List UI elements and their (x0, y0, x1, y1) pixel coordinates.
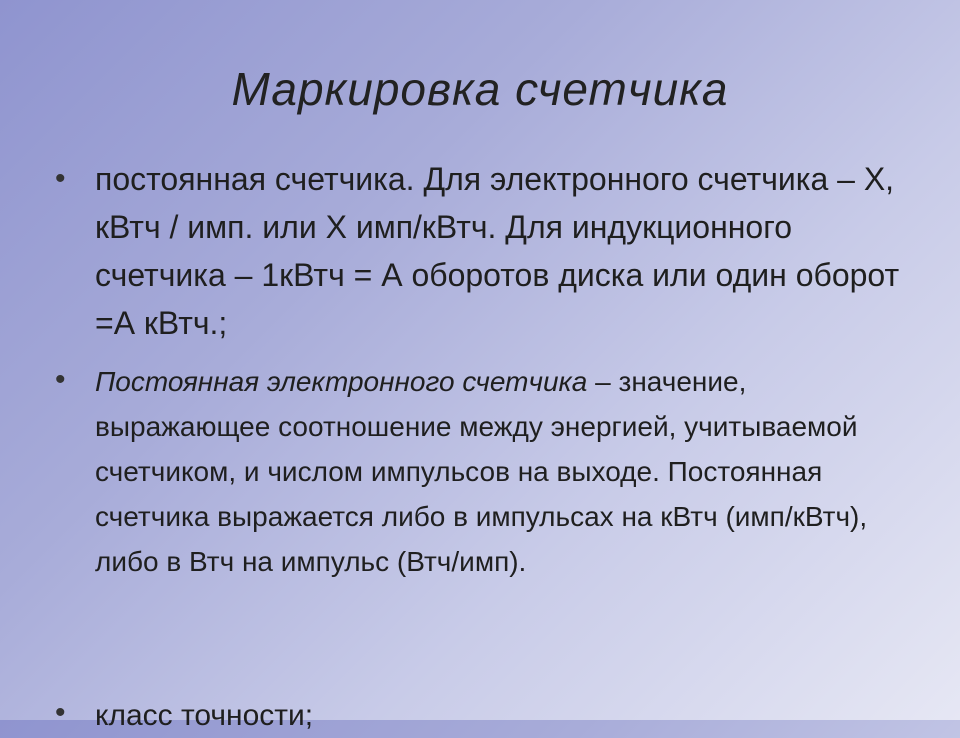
bullet-item-2 (55, 359, 905, 584)
bullet-dot-icon: • (55, 363, 66, 396)
bullet-list (55, 155, 905, 732)
slide-title: Маркировка счетчика (231, 63, 729, 115)
bullet-text: – значение, выражающее соотношение между энергией, учитываемой счетчиком, и числом импульсов на выходе. Постоянная счетчика выражается либо в импульсах на кВтч (имп/кВтч), либо в Втч на импульс (Втч/имп). (95, 366, 868, 577)
bullet-text: постоянная счетчика. Для электронного счетчика – Х, кВтч / имп. или Х имп/кВтч. Для индукционного счетчика – 1кВтч = А оборотов диска или один оборот =А кВтч.; (95, 161, 900, 341)
bullet-dot-icon: • (55, 162, 66, 195)
bullet-dot-icon: • (55, 696, 66, 729)
bullet-item-1 (55, 155, 905, 347)
bullet-term: Постоянная электронного счетчика (95, 366, 588, 397)
bullet-item-3 (55, 693, 313, 738)
bullet-text: класс точности; (95, 699, 314, 732)
